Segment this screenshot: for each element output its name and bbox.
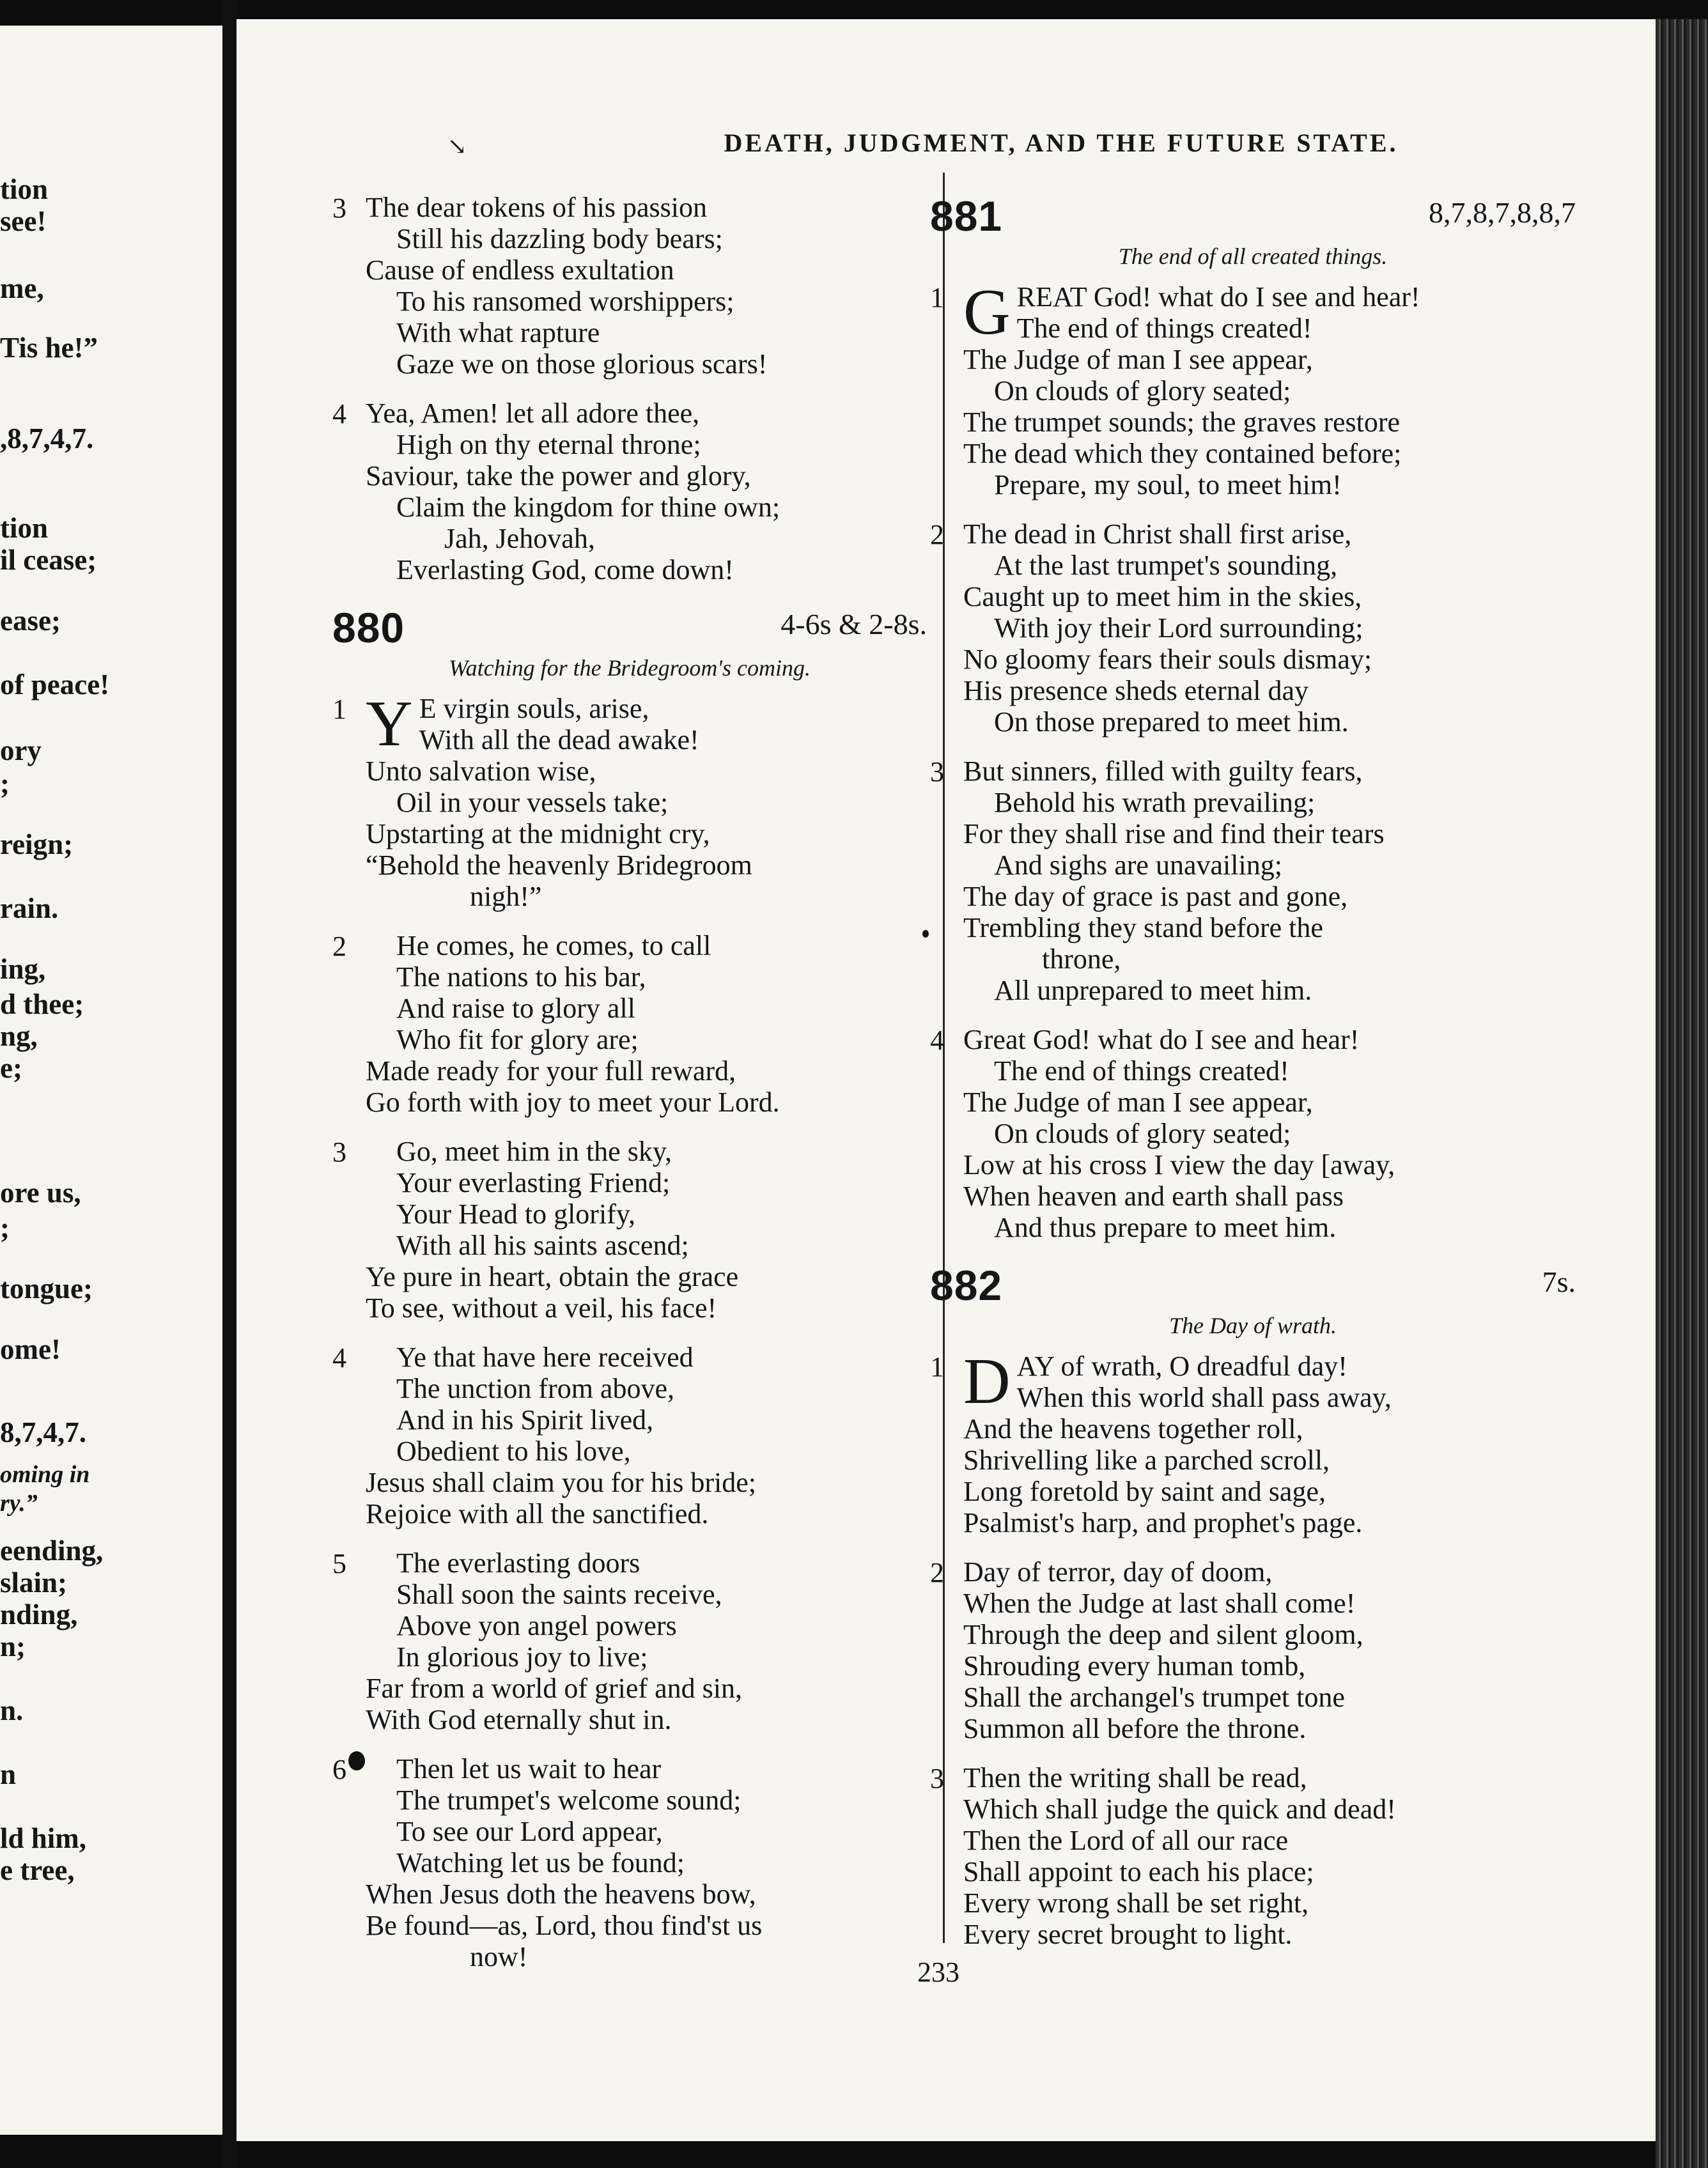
hymn-line: The Judge of man I see appear, (963, 344, 1313, 375)
facing-page-text: n. (0, 1694, 24, 1726)
hymn-meter: 8,7,8,7,8,8,7 (1429, 196, 1576, 229)
left-column (332, 192, 927, 1990)
hymn-881 (930, 192, 1576, 1243)
hymn-line: Claim the kingdom for thine own; (396, 492, 780, 523)
hymn-line: At the last trumpet's sounding, (994, 550, 1338, 581)
verse-number: 2 (332, 931, 346, 962)
verse-number: 4 (332, 1342, 346, 1374)
hymn-line: Shrivelling like a parched scroll, (963, 1444, 1330, 1476)
hymn-line: And raise to glory all (396, 993, 635, 1024)
ink-blot (348, 1751, 365, 1770)
hymn-header (930, 192, 1576, 242)
verse-number: 4 (930, 1025, 944, 1056)
hymn-line: He comes, he comes, to call (396, 930, 711, 961)
hymn-line: With all the dead awake! (419, 724, 699, 755)
hymn-line: Still his dazzling body bears; (396, 223, 723, 254)
hymn-line: Obedient to his love, (396, 1436, 631, 1467)
hymn-line: REAT God! what do I see and hear! (1016, 281, 1420, 313)
facing-page-text: d thee; (0, 988, 84, 1020)
hymn-line: Your everlasting Friend; (396, 1167, 671, 1198)
ink-dot (922, 930, 929, 938)
verse (332, 1342, 927, 1529)
hymn-879-continued (332, 192, 927, 585)
hymn-line: Made ready for your full reward, (366, 1055, 736, 1087)
verse (332, 192, 927, 380)
hymn-line: Long foretold by saint and sage, (963, 1476, 1326, 1507)
hymn-meter: 4-6s & 2-8s. (780, 608, 927, 640)
hymn-line: For they shall rise and find their tears (963, 818, 1385, 849)
facing-page-text: e; (0, 1052, 22, 1084)
facing-page-text: nding, (0, 1599, 78, 1630)
hymn-line: The trumpet's welcome sound; (396, 1785, 741, 1816)
hymn-line: When Jesus doth the heavens bow, (366, 1878, 756, 1910)
facing-page-text: ; (0, 768, 10, 800)
hymn-line: In glorious joy to live; (396, 1641, 648, 1673)
hymn-line: With what rapture (396, 317, 600, 348)
hymn-line: The day of grace is past and gone, (963, 881, 1348, 912)
verse-number: 2 (930, 519, 944, 550)
print-mark: ↘ (447, 134, 467, 159)
facing-page-text: ore us, (0, 1177, 81, 1209)
hymn-line: And the heavens together roll, (963, 1413, 1303, 1444)
hymn-line: Go forth with joy to meet your Lord. (366, 1087, 780, 1118)
running-head: DEATH, JUDGMENT, AND THE FUTURE STATE. (724, 128, 1399, 157)
hymn-line: Low at his cross I view the day [away, (963, 1149, 1395, 1181)
hymn-header (332, 603, 927, 653)
verse-number: 1 (930, 1351, 944, 1382)
facing-page-text: oming in (0, 1461, 90, 1488)
facing-page-text: ome! (0, 1333, 61, 1365)
book-gutter (222, 0, 237, 2168)
hymn-line: Go, meet him in the sky, (396, 1136, 672, 1167)
hymn-line: Then let us wait to hear (396, 1753, 662, 1785)
hymn-line: Caught up to meet him in the skies, (963, 581, 1362, 612)
facing-page-text: slain; (0, 1567, 68, 1599)
hymn-line: Shrouding every human tomb, (963, 1650, 1306, 1682)
hymn-line: The dear tokens of his passion (366, 192, 707, 223)
hymn-line: Gaze we on those glorious scars! (396, 348, 768, 380)
verse-number: 1 (332, 693, 346, 725)
verse-number: 3 (930, 756, 944, 787)
hymn-line: No gloomy fears their souls dismay; (963, 644, 1372, 675)
hymn-line: Shall soon the saints receive, (396, 1579, 722, 1610)
facing-page-text: rain. (0, 892, 59, 924)
drop-capital: D (963, 1345, 1011, 1418)
facing-page-fragment (0, 26, 222, 2135)
hymnal-page (237, 19, 1656, 2141)
verse-number: 2 (930, 1557, 944, 1588)
verse (332, 1136, 927, 1324)
hymn-number: 882 (930, 1262, 1003, 1309)
facing-page-text: ing, (0, 953, 46, 985)
hymn-line: Jesus shall claim you for his bride; (366, 1467, 757, 1498)
facing-page-text: tion (0, 173, 49, 205)
hymn-line: Behold his wrath prevailing; (994, 787, 1316, 818)
facing-page-text: n; (0, 1630, 26, 1662)
verse (930, 1556, 1576, 1744)
hymn-line: All unprepared to meet him. (994, 975, 1312, 1006)
facing-page-text: of peace! (0, 669, 110, 701)
facing-page-text: ory (0, 734, 42, 766)
hymn-line: Shall appoint to each his place; (963, 1856, 1314, 1887)
hymn-line: The everlasting doors (396, 1547, 640, 1579)
hymn-line: The unction from above, (396, 1373, 674, 1404)
facing-page-text: see! (0, 205, 47, 237)
facing-page-text: e tree, (0, 1854, 75, 1886)
hymn-line: Day of terror, day of doom, (963, 1556, 1273, 1588)
facing-page-text: ease; (0, 605, 61, 637)
hymn-line: Saviour, take the power and glory, (366, 460, 751, 492)
drop-capital: G (963, 276, 1011, 348)
verse (930, 1345, 1576, 1538)
hymn-line: Above yon angel powers (396, 1610, 677, 1641)
verse-number: 4 (332, 398, 346, 430)
hymn-line: On those prepared to meet him. (994, 706, 1349, 738)
hymn-subtitle: The end of all created things. (1118, 244, 1388, 269)
facing-page-text: tion (0, 512, 49, 544)
hymn-number: 881 (930, 192, 1003, 240)
hymn-line: The nations to his bar, (396, 961, 646, 993)
hymn-880 (332, 603, 927, 1972)
verse (930, 1762, 1576, 1950)
hymn-line: Every wrong shall be set right, (963, 1887, 1309, 1919)
hymn-line: The end of things created! (1016, 313, 1312, 344)
hymn-line: When the Judge at last shall come! (963, 1588, 1356, 1619)
facing-page-text: eending, (0, 1535, 104, 1567)
hymn-line: To see our Lord appear, (396, 1816, 663, 1847)
hymn-line: Ye pure in heart, obtain the grace (366, 1261, 739, 1292)
verse (930, 518, 1576, 738)
hymn-882 (930, 1261, 1576, 1950)
hymn-line: Prepare, my soul, to meet him! (994, 469, 1342, 500)
facing-page-text: reign; (0, 828, 74, 860)
facing-page-text: 8,7,4,7. (0, 1416, 86, 1448)
hymn-line: The end of things created! (994, 1055, 1289, 1087)
verse-number: 3 (930, 1763, 944, 1794)
facing-page-text: ,8,7,4,7. (0, 422, 94, 454)
hymn-line: nigh!” (470, 881, 542, 912)
facing-page-text: n (0, 1758, 17, 1790)
facing-page-text: tongue; (0, 1273, 93, 1305)
facing-page-text: Tis he!” (0, 332, 98, 364)
verse-number: 5 (332, 1548, 346, 1579)
hymn-line: Your Head to glorify, (396, 1198, 635, 1230)
hymn-line: Everlasting God, come down! (396, 554, 734, 585)
verse-number: 3 (332, 192, 346, 224)
verse (332, 1753, 927, 1972)
hymn-line: On clouds of glory seated; (994, 375, 1291, 407)
hymn-line: The trumpet sounds; the graves restore (963, 407, 1401, 438)
verse (332, 398, 927, 585)
hymn-line: Then the writing shall be read, (963, 1762, 1307, 1793)
hymn-line: Which shall judge the quick and dead! (963, 1793, 1396, 1825)
hymn-subtitle: The Day of wrath. (1168, 1313, 1337, 1338)
hymn-line: And sighs are unavailing; (994, 849, 1282, 881)
page-edges (1656, 19, 1708, 2168)
hymn-line: throne, (1042, 943, 1121, 975)
facing-page-text: ng, (0, 1020, 38, 1052)
verse (930, 1024, 1576, 1243)
hymn-line: Shall the archangel's trumpet tone (963, 1682, 1345, 1713)
hymn-line: With God eternally shut in. (366, 1704, 672, 1735)
hymn-line: With joy their Lord surrounding; (994, 612, 1363, 644)
hymn-line: Every secret brought to light. (963, 1919, 1293, 1950)
hymn-line: And thus prepare to meet him. (994, 1212, 1337, 1243)
right-column (930, 192, 1576, 1968)
facing-page-text: me, (0, 272, 44, 304)
hymn-line: E virgin souls, arise, (419, 693, 649, 724)
hymn-line: Unto salvation wise, (366, 755, 596, 787)
hymn-line: Cause of endless exultation (366, 254, 674, 286)
verse (930, 276, 1576, 500)
hymn-line: To his ransomed worshippers; (396, 286, 734, 317)
hymn-line: But sinners, filled with guilty fears, (963, 755, 1363, 787)
hymn-line: Oil in your vessels take; (396, 787, 669, 818)
verse (332, 688, 927, 912)
hymn-line: His presence sheds eternal day (963, 675, 1309, 706)
hymn-line: Who fit for glory are; (396, 1024, 639, 1055)
hymn-line: When heaven and earth shall pass (963, 1181, 1344, 1212)
hymn-line: With all his saints ascend; (396, 1230, 689, 1261)
hymn-line: Upstarting at the midnight cry, (366, 818, 710, 849)
hymn-meter: 7s. (1542, 1266, 1576, 1298)
facing-page-text: ry.” (0, 1490, 38, 1517)
facing-page-text: il cease; (0, 544, 97, 576)
hymn-line: Watching let us be found; (396, 1847, 685, 1878)
hymn-line: To see, without a veil, his face! (366, 1292, 717, 1324)
hymn-subtitle: Watching for the Bridegroom's coming. (449, 655, 811, 681)
verse (332, 1547, 927, 1735)
hymn-line: On clouds of glory seated; (994, 1118, 1291, 1149)
hymn-line: Jah, Jehovah, (444, 523, 595, 554)
hymn-line: Yea, Amen! let all adore thee, (366, 398, 700, 429)
verse (930, 755, 1576, 1006)
hymn-line: High on thy eternal throne; (396, 429, 701, 460)
hymn-line: The dead in Christ shall first arise, (963, 518, 1352, 550)
drop-capital: Y (366, 688, 413, 760)
hymn-line: now! (470, 1941, 528, 1972)
hymn-line: AY of wrath, O dreadful day! (1016, 1351, 1347, 1382)
hymn-line: When this world shall pass away, (1016, 1382, 1392, 1413)
hymn-line: Great God! what do I see and hear! (963, 1024, 1360, 1055)
hymn-line: Rejoice with all the sanctified. (366, 1498, 709, 1529)
hymn-line: “Behold the heavenly Bridegroom (366, 849, 752, 881)
verse-number: 6 (332, 1754, 346, 1785)
page-number: 233 (917, 1956, 959, 1988)
hymn-line: Psalmist's harp, and prophet's page. (963, 1507, 1363, 1538)
hymn-line: Trembling they stand before the (963, 912, 1323, 943)
hymn-header (930, 1261, 1576, 1311)
hymn-line: And in his Spirit lived, (396, 1404, 654, 1436)
hymn-line: Ye that have here received (396, 1342, 694, 1373)
verse-number: 1 (930, 282, 944, 313)
hymn-line: Then the Lord of all our race (963, 1825, 1289, 1856)
hymn-line: Summon all before the throne. (963, 1713, 1307, 1744)
facing-page-text: ld him, (0, 1822, 87, 1854)
hymn-line: Be found—as, Lord, thou find'st us (366, 1910, 763, 1941)
hymn-line: The dead which they contained before; (963, 438, 1402, 469)
hymn-line: The Judge of man I see appear, (963, 1087, 1313, 1118)
verse (332, 930, 927, 1118)
hymn-number: 880 (332, 604, 405, 651)
hymn-line: Far from a world of grief and sin, (366, 1673, 742, 1704)
facing-page-text: ; (0, 1212, 10, 1244)
verse-number: 3 (332, 1136, 346, 1168)
hymn-line: Through the deep and silent gloom, (963, 1619, 1363, 1650)
